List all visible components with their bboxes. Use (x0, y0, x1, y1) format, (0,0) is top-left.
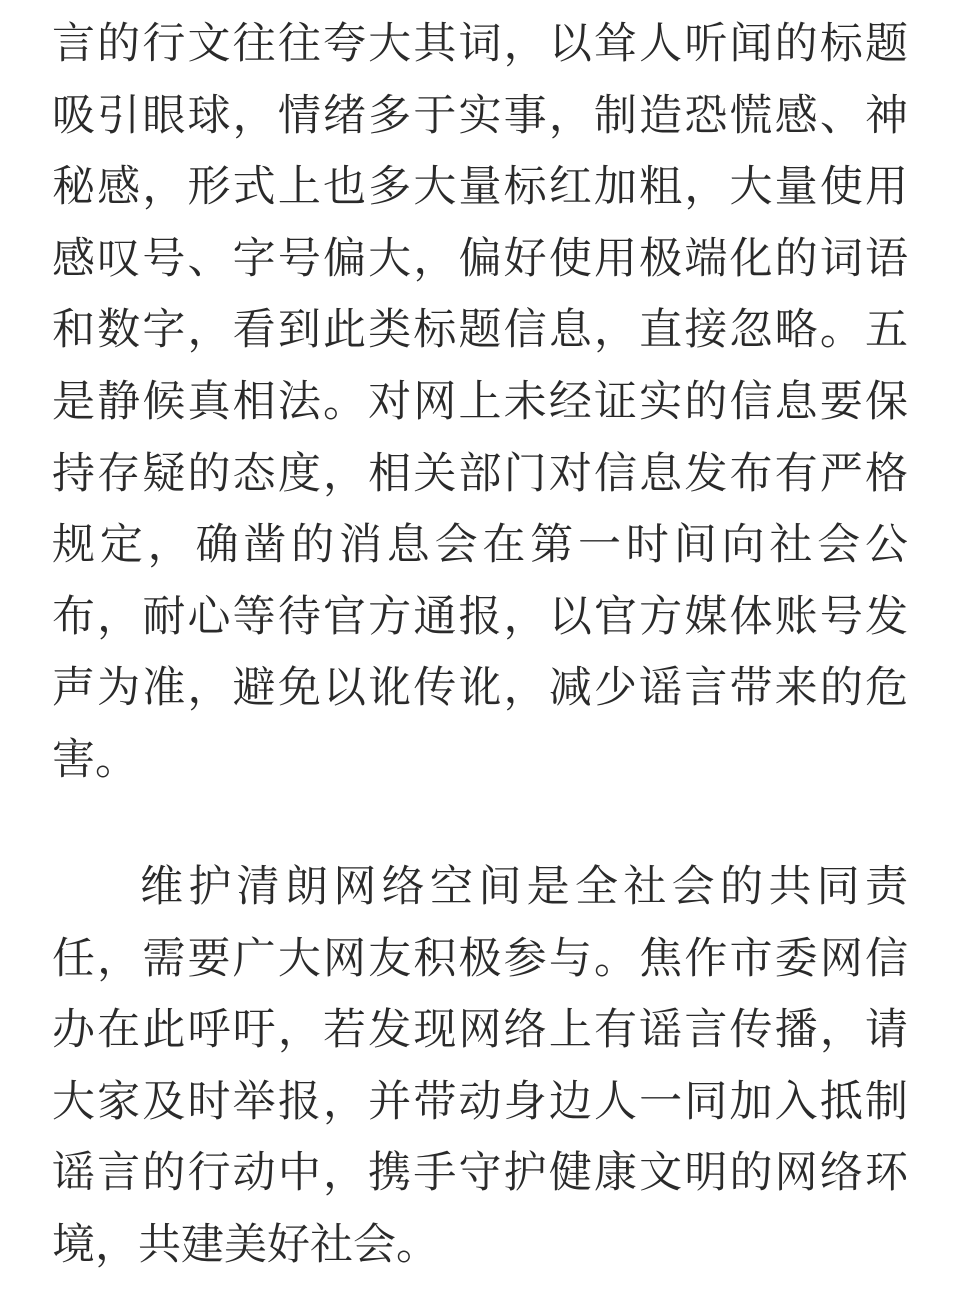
text-line: 是静候真相法。对网上未经证实的信息要保 (52, 376, 908, 427)
text-line: 言的行文往往夸大其词，以耸人听闻的标题 (52, 19, 908, 69)
text-line: 维护清朗网络空间是全社会的共同责 (140, 862, 908, 912)
text-line: 和数字，看到此类标题信息，直接忽略。五 (52, 305, 908, 356)
text-line: 害。 (52, 734, 138, 785)
text-line: 谣言的行动中，携手守护健康文明的网络环 (52, 1148, 908, 1199)
text-line: 办在此呼吁，若发现网络上有谣言传播，请 (52, 1005, 908, 1056)
paragraph-rumor-tips (52, 9, 908, 797)
text-line: 吸引眼球，情绪多于实事，制造恐慌感、神 (52, 90, 908, 141)
text-line: 任，需要广大网友积极参与。焦作市委网信 (52, 933, 908, 984)
text-line: 境，共建美好社会。 (52, 1219, 439, 1270)
text-line: 声为准，避免以讹传讹，减少谣言带来的危 (52, 663, 908, 714)
text-line: 规定，确凿的消息会在第一时间向社会公 (52, 520, 908, 571)
text-line: 秘感，形式上也多大量标红加粗，大量使用 (52, 162, 908, 213)
text-line: 布，耐心等待官方通报，以官方媒体账号发 (52, 591, 908, 642)
text-line: 持存疑的态度，相关部门对信息发布有严格 (52, 448, 908, 499)
text-line: 感叹号、字号偏大，偏好使用极端化的词语 (52, 233, 908, 284)
paragraph-call-to-action (52, 852, 908, 1282)
text-line: 大家及时举报，并带动身边人一同加入抵制 (52, 1076, 908, 1127)
